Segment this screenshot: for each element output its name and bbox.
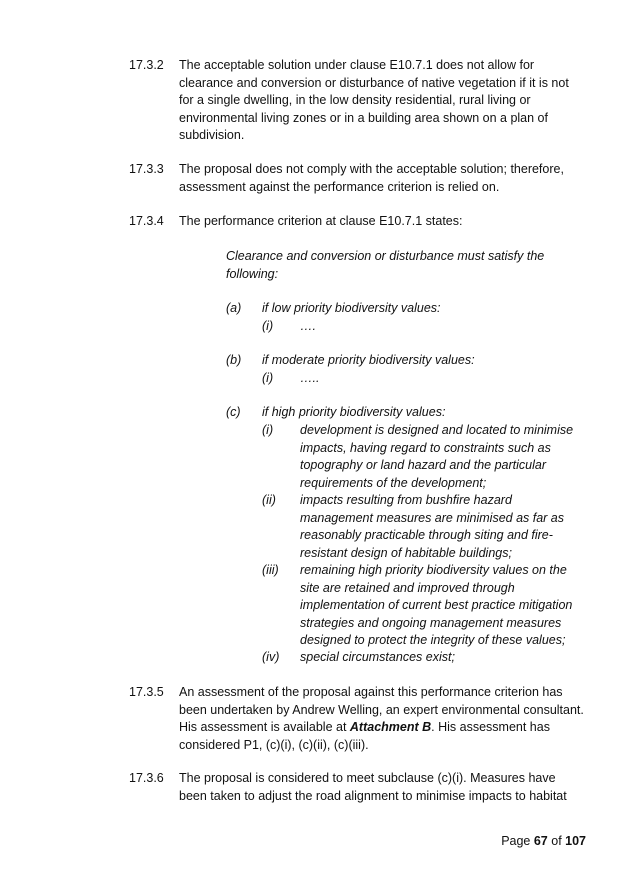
paragraph-17-3-4 <box>129 213 584 231</box>
item-label-b: (b) <box>226 353 242 367</box>
item-text-a: if low priority biodiversity values: <box>262 301 441 315</box>
sub-text: special circumstances exist; <box>300 650 455 664</box>
paragraph-17-3-2 <box>129 57 584 145</box>
attachment-reference: Attachment B <box>349 720 432 735</box>
paragraph-text: The proposal does not comply with the acceptable solution; therefore, assessment against the performance criterion is relied on. <box>179 162 564 194</box>
paragraph-number: 17.3.5 <box>129 685 164 699</box>
quote-intro: Clearance and conversion or disturbance must satisfy the following: <box>226 249 545 281</box>
paragraph-number: 17.3.6 <box>129 771 164 785</box>
footer-prefix: Page <box>501 834 534 848</box>
sub-text: development is designed and located to minimise impacts, having regard to constraints such as topography or land hazard and the particular requirements of the development; <box>300 423 574 490</box>
sub-label: (iv) <box>262 650 280 664</box>
sub-label: (i) <box>262 319 274 333</box>
paragraph-text: The acceptable solution under clause E10.7.1 does not allow for clearance and conversion or disturbance of native vegetation if it is not for a single dwelling, in the low density residential, rural living or environmental living zones or in a building area shown on a plan of subdivision. <box>179 58 569 143</box>
paragraph-number: 17.3.3 <box>129 162 164 176</box>
sub-text: impacts resulting from bushfire hazard management measures are minimised as far as reasonably practicable through siting and fire-resistant design of habitable buildings; <box>300 493 565 560</box>
paragraph-text <box>179 684 584 754</box>
paragraph-17-3-5 <box>129 684 584 754</box>
paragraph-number: 17.3.4 <box>129 214 164 228</box>
text-run: . His assessment has considered P1, (c)(i), (c)(ii), (c)(iii). <box>179 720 550 752</box>
sub-label: (iii) <box>262 563 279 577</box>
paragraph-text: The performance criterion at clause E10.7.1 states: <box>179 214 463 228</box>
footer-of: of <box>547 834 566 848</box>
sub-text: remaining high priority biodiversity values on the site are retained and improved through implementation of current best practice mitigation strategies and ongoing management measures designed to protect the integrity of these values; <box>300 563 573 648</box>
page-number-footer <box>501 834 586 848</box>
item-text-c: if high priority biodiversity values: <box>262 405 446 419</box>
sub-label: (i) <box>262 423 274 437</box>
current-page: 67 <box>533 834 548 848</box>
sub-label: (ii) <box>262 493 276 507</box>
text-run: An assessment of the proposal against this performance criterion has been undertaken by Andrew Welling, an expert environmental consultant. His assessment is available at <box>179 685 584 735</box>
item-text-b: if moderate priority biodiversity values: <box>262 353 475 367</box>
total-pages: 107 <box>565 834 586 848</box>
item-label-c: (c) <box>226 405 241 419</box>
paragraph-17-3-6 <box>129 770 584 805</box>
sub-text: …. <box>300 319 316 333</box>
sub-text: ….. <box>300 371 320 385</box>
paragraph-text: The proposal is considered to meet subclause (c)(i). Measures have been taken to adjust the road alignment to minimise impacts to habitat <box>179 771 567 803</box>
paragraph-number: 17.3.2 <box>129 58 164 72</box>
sub-label: (i) <box>262 371 274 385</box>
paragraph-17-3-3 <box>129 161 584 196</box>
item-label-a: (a) <box>226 301 242 315</box>
